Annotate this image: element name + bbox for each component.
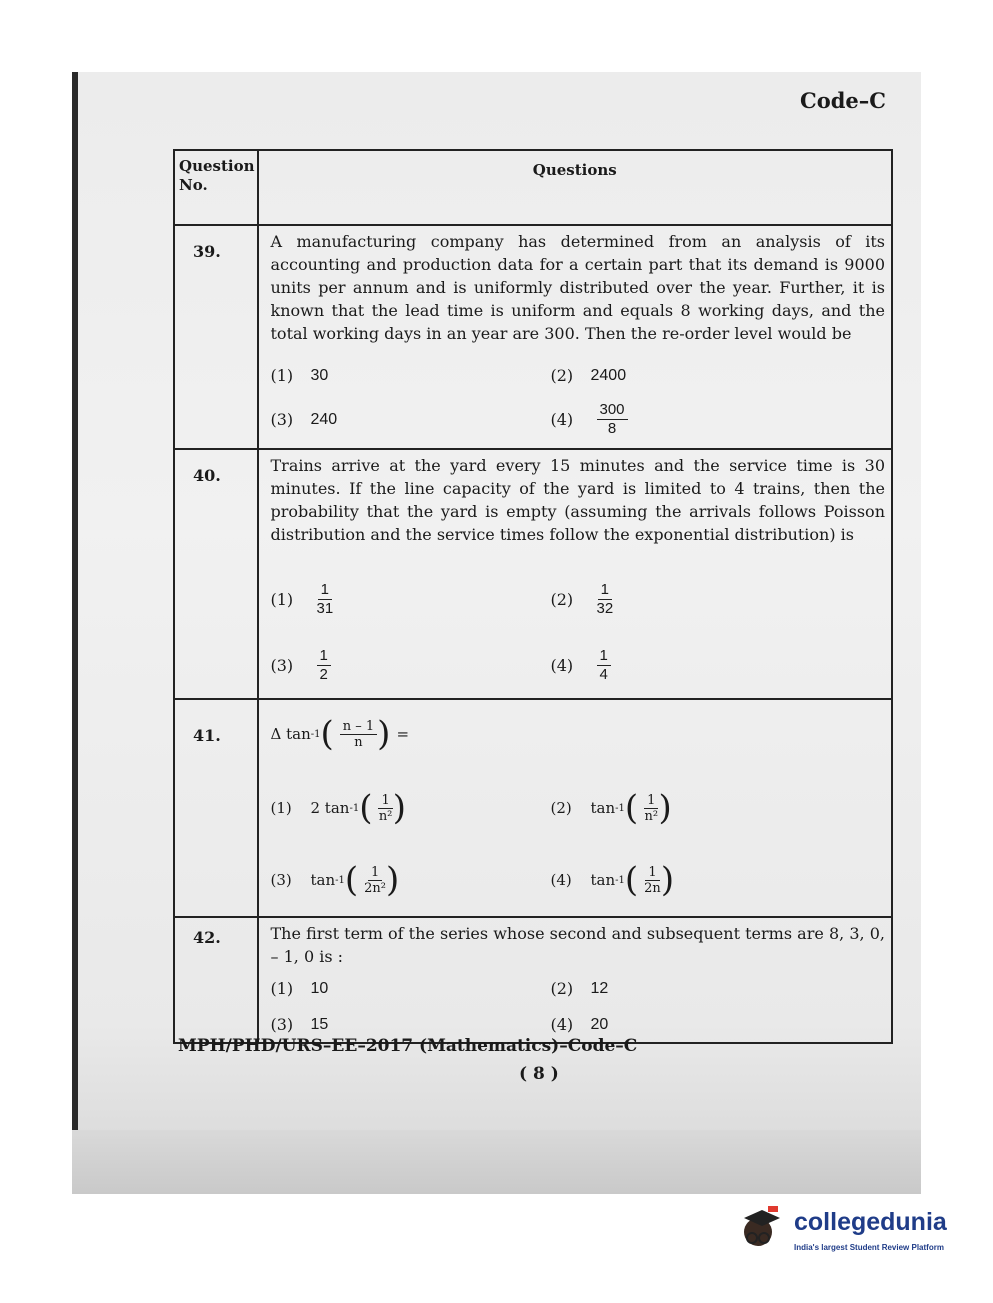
- option: (3) $\frac{1}{2}$: [271, 632, 551, 698]
- question-row: [174, 917, 892, 1043]
- question-body: [258, 449, 893, 699]
- page-edge: [72, 72, 78, 1194]
- fraction: $\frac{1}{\text{2n²}}$: [364, 864, 387, 896]
- option: (1) 10: [270, 978, 329, 998]
- fraction: $\frac{300}{8}$: [597, 401, 628, 438]
- option: (2) 12: [550, 978, 609, 998]
- col-header-question-no: Question No.: [174, 150, 258, 225]
- fraction: $\frac{1}{2n}$: [644, 864, 661, 896]
- fraction: $\frac{1}{\text{n²}}$: [378, 792, 393, 824]
- fraction: $\frac{1}{32}$: [596, 580, 614, 617]
- option: (4) $\frac{1}{4}$: [551, 632, 886, 698]
- question-row: [174, 449, 892, 699]
- option: (4) 20: [550, 1014, 609, 1034]
- question-text: Trains arrive at the yard every 15 minutes and the service time is 30 minutes. If the line capacity of the yard is limited to 4 trains, then the probability that the yard is empty (assuming the arrivals follows Poisson distribution and the service times follow the exponential distribution) is: [270, 456, 885, 544]
- page-bottom-shadow: [72, 1130, 921, 1194]
- fraction: $\frac{1}{\text{n²}}$: [644, 792, 659, 824]
- question-number: 40.: [174, 449, 258, 699]
- option: (1) $\frac{1}{31}$: [270, 580, 334, 617]
- option: (2) tan -1 ( $\frac{1}{\text{n²}}$ ): [550, 788, 672, 828]
- options: [271, 566, 886, 698]
- collegedunia-logo-icon[interactable]: [736, 1200, 796, 1260]
- brand-tagline: India's largest Student Review Platform: [794, 1243, 944, 1252]
- option: (3) tan -1 ( $\frac{1}{\text{2n²}}$ ): [270, 860, 400, 900]
- question-body: [258, 917, 893, 1043]
- question-row: [174, 225, 892, 449]
- fraction: $\frac{1}{31}$: [316, 580, 334, 617]
- option: (4) $\frac{300}{8}$: [551, 397, 886, 441]
- col-header-questions: Questions: [258, 150, 893, 225]
- page-number: ( 8 ): [519, 1064, 559, 1084]
- question-row: [174, 699, 892, 917]
- options: [271, 772, 886, 916]
- question-number: 41.: [174, 699, 258, 917]
- question-number: 42.: [174, 917, 258, 1043]
- question-expression: Δ tan -1 ( $\frac{n - 1}{n}$ ) =: [270, 714, 410, 754]
- option: (2) 2400: [550, 365, 627, 385]
- question-number: 39.: [174, 225, 258, 449]
- fraction: $\frac{n - 1}{n}$: [340, 719, 377, 750]
- question-text: The first term of the series whose second and subsequent terms are 8, 3, 0, – 1, 0 is :: [270, 924, 885, 966]
- exam-footer: MPH/PHD/URS–EE–2017 (Mathematics)–Code–C: [178, 1036, 638, 1056]
- paper-code: Code–C: [800, 88, 886, 113]
- question-table: [173, 149, 893, 1044]
- option: (3) 15: [270, 1014, 329, 1034]
- fraction: $\frac{1}{4}$: [597, 647, 611, 684]
- options: [271, 970, 886, 1042]
- option: (1) 2 tan -1 ( $\frac{1}{\text{n²}}$ ): [270, 788, 407, 828]
- option: (3) 240: [270, 409, 338, 429]
- option: (1) 30: [270, 365, 329, 385]
- brand-name[interactable]: collegedunia: [794, 1208, 947, 1236]
- question-text: A manufacturing company has determined from an analysis of its accounting and production data for a certain part that its demand is 9000 units per annum and is uniformly distributed over the year. Further, it is known that the lead time is uniform and equals 8 working days, and the total working days in an year are 300. Then the re-order level would be: [270, 232, 885, 343]
- table-header-row: [174, 150, 892, 225]
- options: [271, 353, 886, 441]
- question-body: [258, 699, 893, 917]
- fraction: $\frac{1}{2}$: [317, 647, 331, 684]
- option: (2) $\frac{1}{32}$: [550, 580, 614, 617]
- question-body: [258, 225, 893, 449]
- option: (4) tan -1 ( $\frac{1}{2n}$ ): [550, 860, 675, 900]
